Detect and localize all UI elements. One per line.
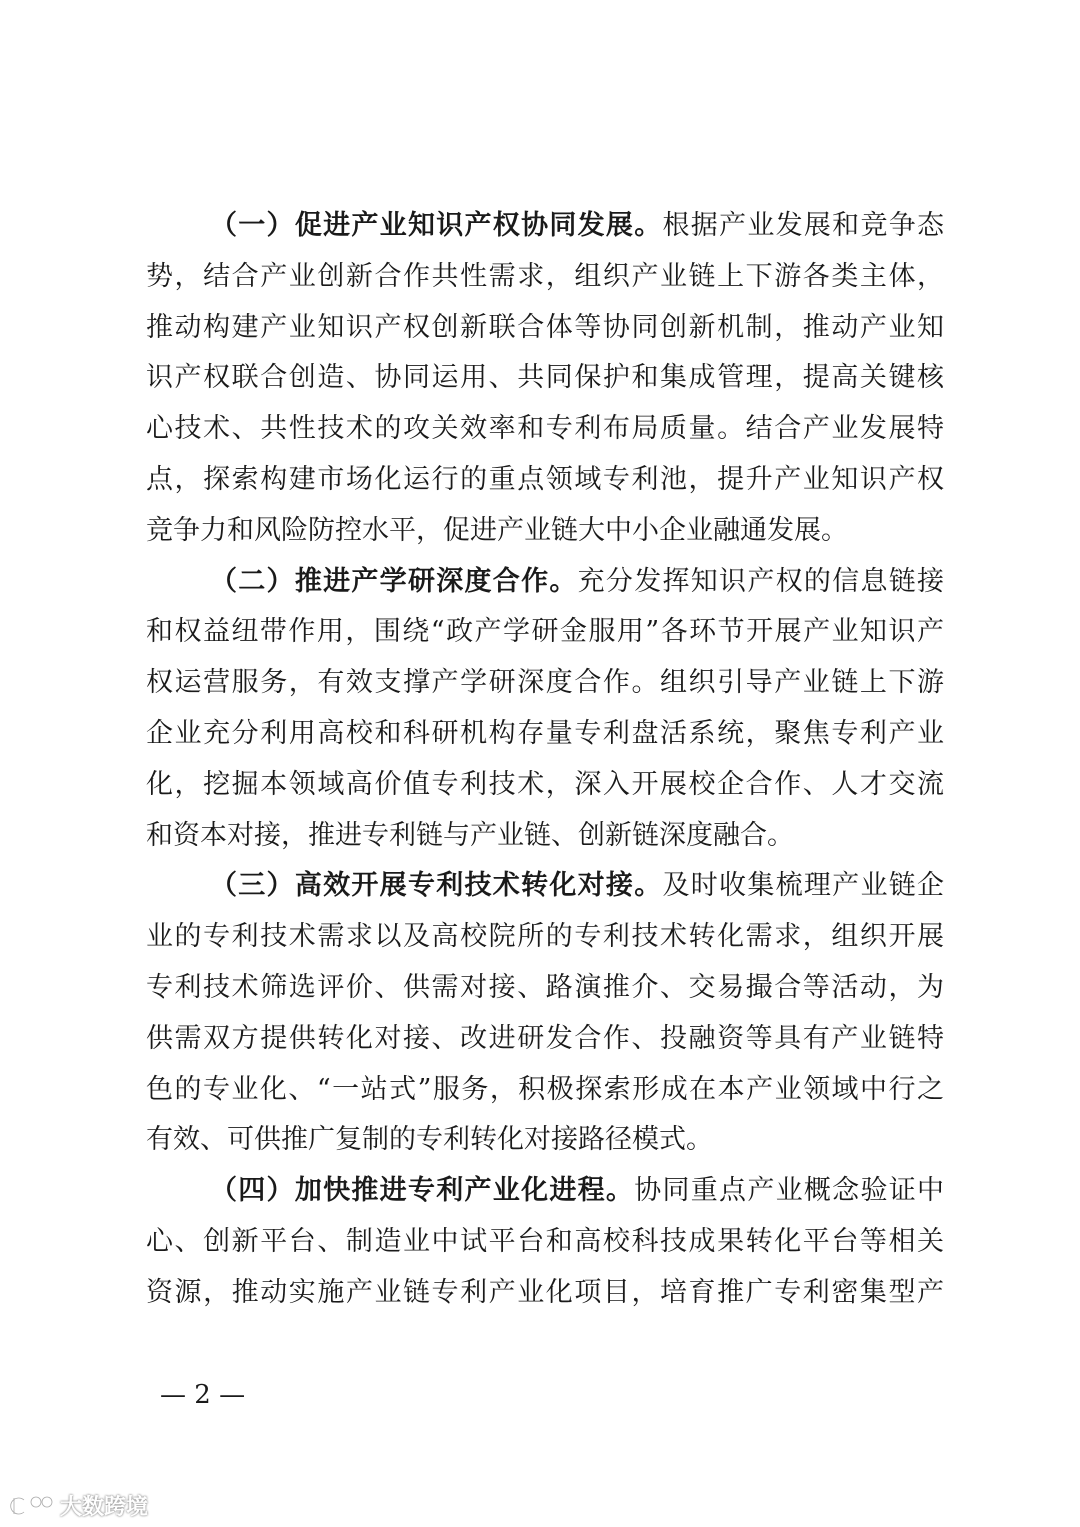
text-line (146, 1166, 944, 1217)
text-line (146, 506, 944, 557)
text-line (146, 1268, 944, 1319)
line-text: 和权益纽带作用，围绕“政产学研金服用”各环节开展产业知识产 (146, 616, 944, 648)
text-line (146, 1217, 944, 1268)
watermark (10, 1490, 148, 1521)
line-text: 企业充分利用高校和科研机构存量专利盘活系统，聚焦专利产业 (146, 717, 944, 749)
line-text: 根据产业发展和竞争态 (662, 210, 945, 241)
text-line (146, 912, 944, 963)
watermark-text: 大数跨境 (60, 1495, 149, 1520)
text-line (146, 303, 944, 354)
text-line (146, 811, 944, 862)
line-text: 竞争力和风险防控水平，促进产业链大中小企业融通发展。 (146, 514, 848, 546)
text-line (146, 455, 944, 506)
paragraph (146, 861, 944, 1166)
paragraph (146, 201, 944, 557)
watermark-logo-icon (10, 1494, 54, 1518)
text-line (146, 709, 944, 760)
text-line (146, 353, 944, 404)
line-text: 识产权联合创造、协同运用、共同保护和集成管理，提高关键核 (146, 362, 944, 394)
line-text: 资源，推动实施产业链专利产业化项目，培育推广专利密集型产 (146, 1276, 944, 1308)
text-line (146, 252, 944, 303)
paragraph (146, 557, 944, 862)
paragraph (146, 1166, 944, 1318)
section-heading: （一）促进产业知识产权协同发展。 (210, 210, 663, 241)
line-text: 协同重点产业概念验证中 (634, 1175, 945, 1207)
section-heading: （二）推进产学研深度合作。 (210, 565, 578, 597)
line-text: 供需双方提供转化对接、改进研发合作、投融资等具有产业链特 (146, 1022, 944, 1054)
line-text: 和资本对接，推进专利链与产业链、创新链深度融合。 (146, 819, 794, 851)
line-text: 权运营服务，有效支撑产学研深度合作。组织引导产业链上下游 (146, 667, 944, 699)
text-line (146, 1014, 944, 1065)
line-text: 色的专业化、“一站式”服务，积极探索形成在本产业领域中行之 (146, 1073, 944, 1105)
line-text: 心技术、共性技术的攻关效率和专利布局质量。结合产业发展特 (146, 413, 944, 445)
line-text: 业的专利技术需求以及高校院所的专利技术转化需求，组织开展 (146, 921, 944, 953)
line-text: 推动构建产业知识产权创新联合体等协同创新机制，推动产业知 (146, 311, 944, 343)
document-body (146, 201, 944, 1319)
line-text: 专利技术筛选评价、供需对接、路演推介、交易撮合等活动，为 (146, 971, 944, 1003)
text-line (146, 557, 944, 608)
line-text: 心、创新平台、制造业中试平台和高校科技成果转化平台等相关 (146, 1225, 944, 1257)
text-line (146, 1115, 944, 1166)
text-line (146, 1065, 944, 1116)
page-number: — 2 — (160, 1380, 246, 1410)
line-text: 及时收集梳理产业链企 (662, 870, 945, 902)
line-text: 势，结合产业创新合作共性需求，组织产业链上下游各类主体， (146, 260, 944, 292)
text-line (146, 607, 944, 658)
line-text: 化，挖掘本领域高价值专利技术，深入开展校企合作、人才交流 (146, 768, 944, 800)
text-line (146, 963, 944, 1014)
text-line (146, 861, 944, 912)
text-line (146, 201, 944, 252)
line-text: 点，探索构建市场化运行的重点领域专利池，提升产业知识产权 (146, 463, 944, 495)
text-line (146, 760, 944, 811)
text-line (146, 404, 944, 455)
section-heading: （四）加快推进专利产业化进程。 (210, 1175, 635, 1207)
line-text: 充分发挥知识产权的信息链接 (577, 565, 945, 597)
text-line (146, 658, 944, 709)
section-heading: （三）高效开展专利技术转化对接。 (210, 870, 663, 902)
line-text: 有效、可供推广复制的专利转化对接路径模式。 (146, 1124, 713, 1156)
